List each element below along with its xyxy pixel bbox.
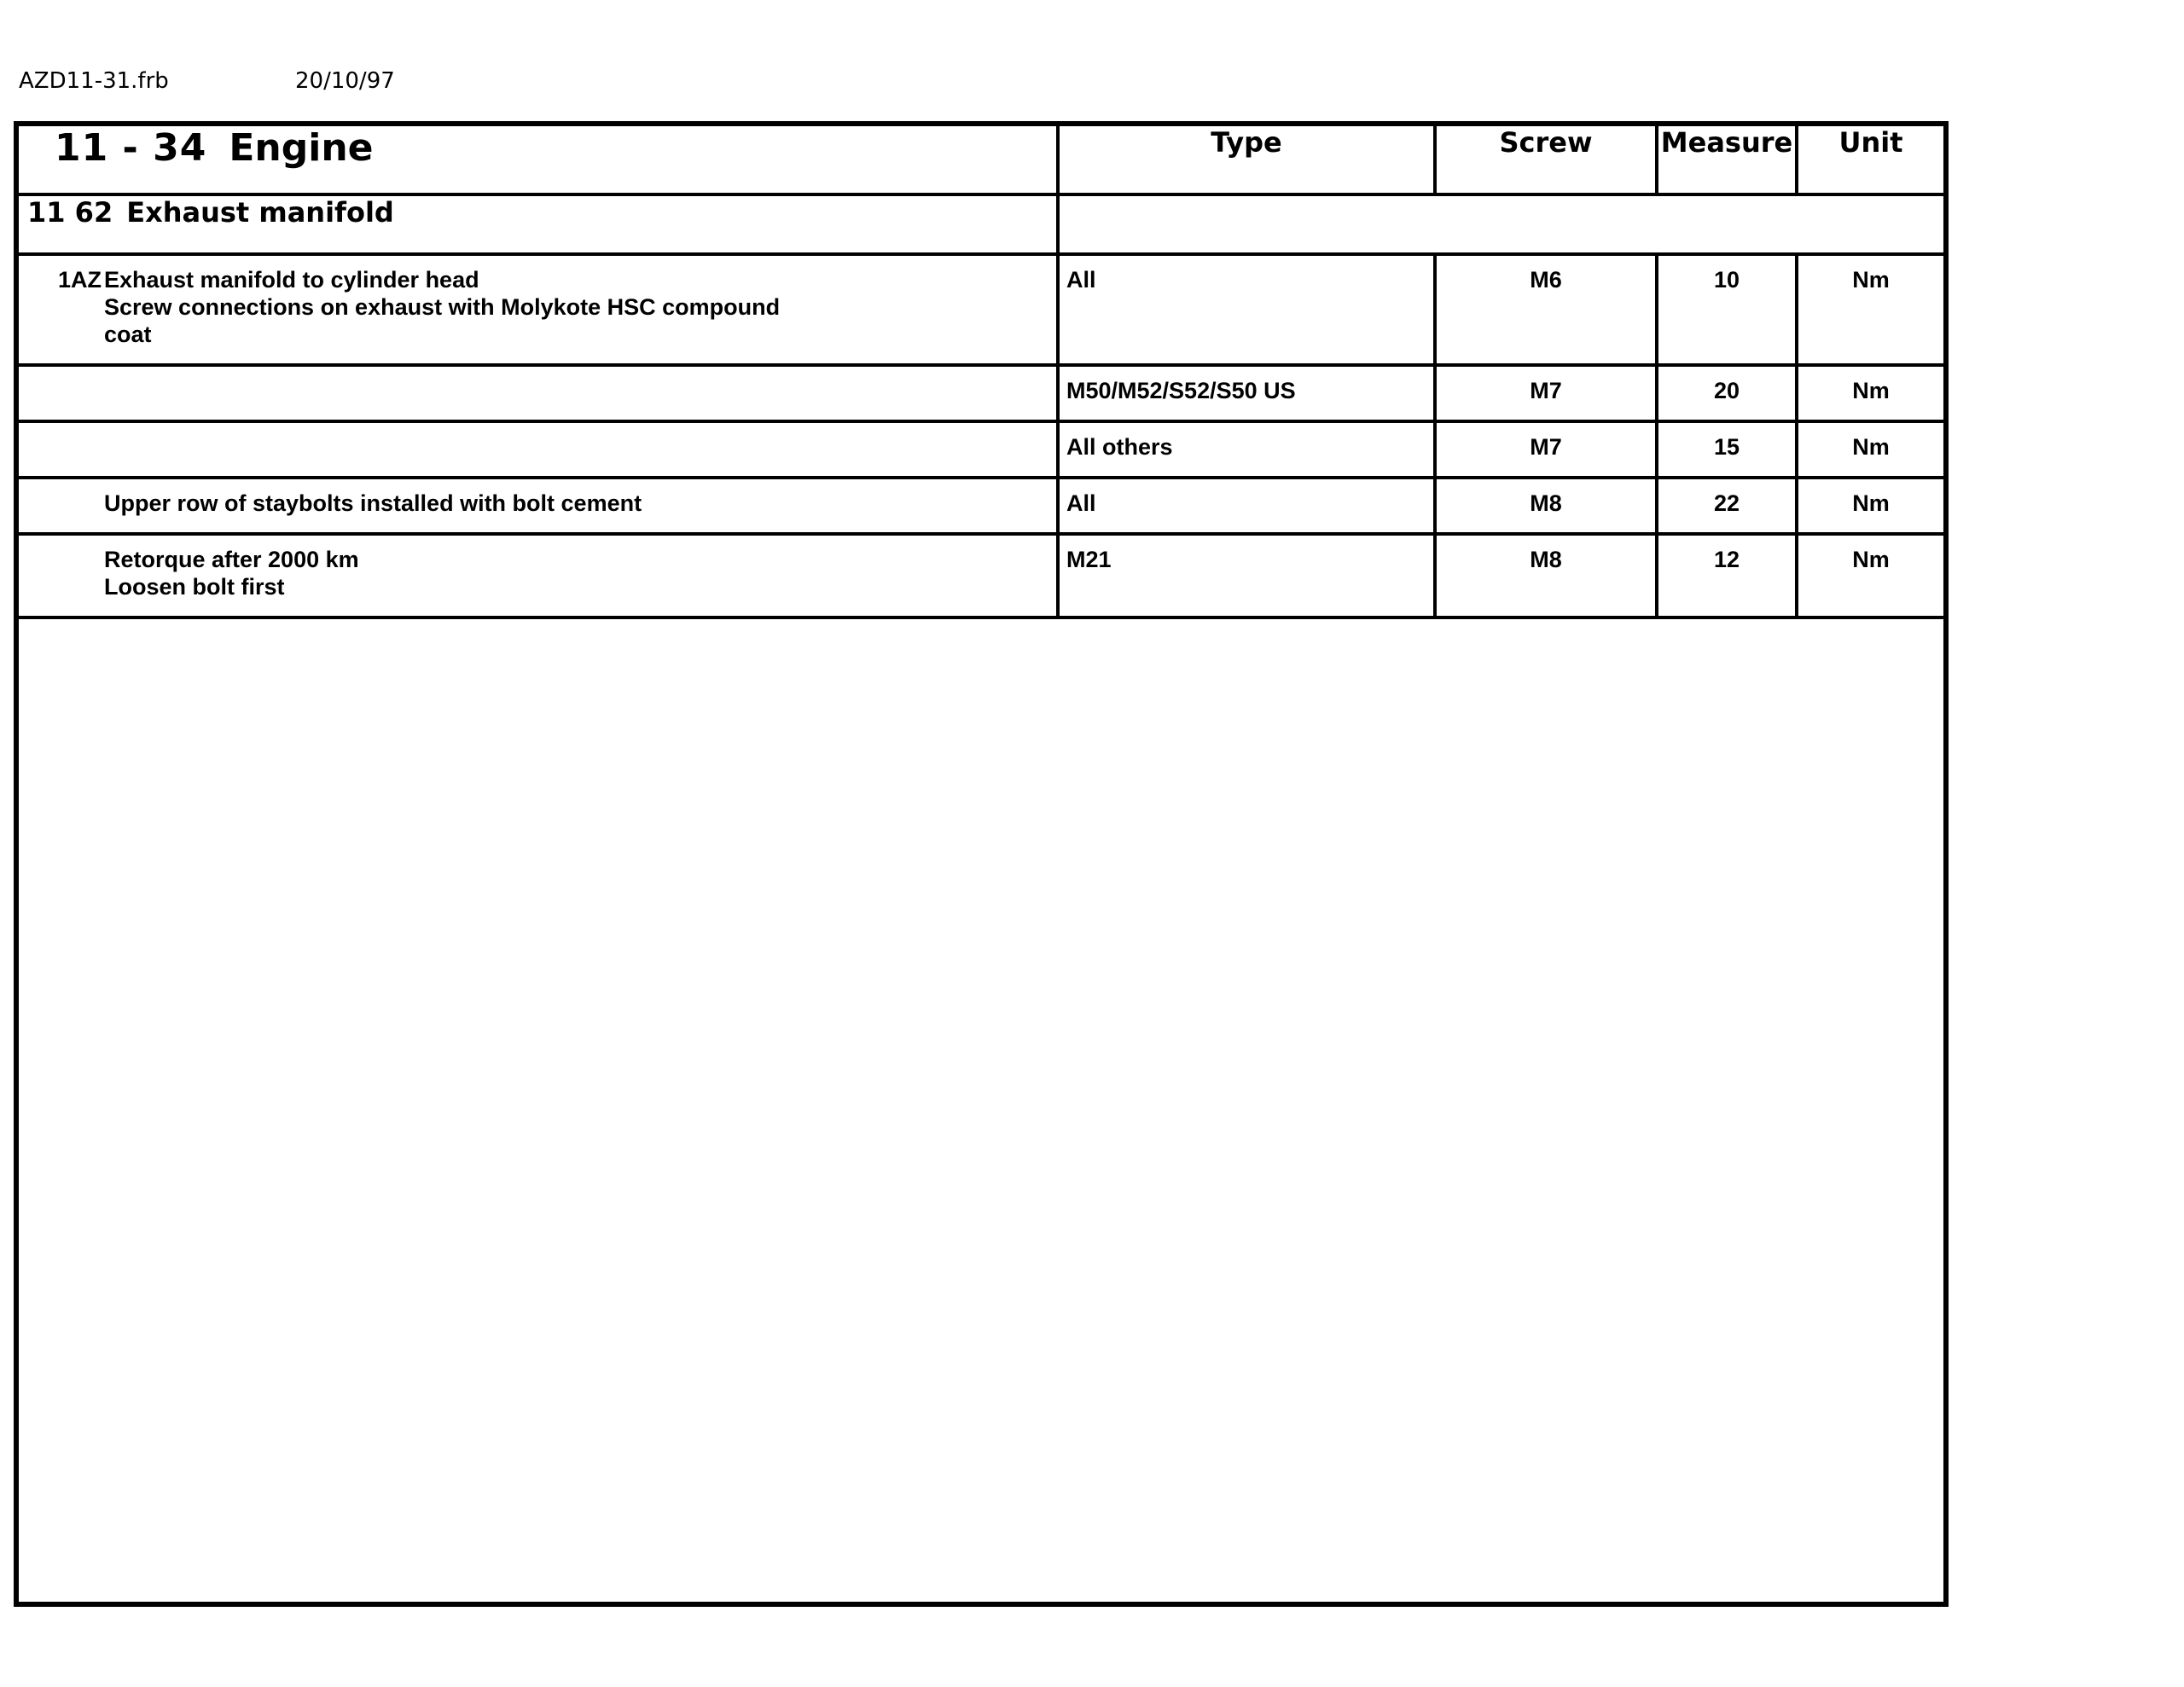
unit-cell: Nm [1797, 534, 1943, 617]
column-header-unit: Unit [1797, 126, 1943, 194]
description-line: Retorque after 2000 km [104, 547, 359, 572]
measure-cell: 20 [1657, 365, 1797, 421]
measure-cell: 15 [1657, 421, 1797, 478]
type-cell: M21 [1058, 534, 1435, 617]
table-row [19, 534, 1943, 617]
item-code [19, 546, 101, 600]
table-row [19, 421, 1943, 478]
spec-table-frame [14, 121, 1949, 1607]
section-blank-cell [1058, 194, 1943, 254]
table-row [19, 478, 1943, 534]
item-description [101, 546, 359, 600]
header-row [19, 126, 1943, 194]
page-title [19, 126, 1058, 194]
unit-cell: Nm [1797, 478, 1943, 534]
item-description [101, 266, 780, 348]
type-cell: All [1058, 254, 1435, 365]
type-cell: All [1058, 478, 1435, 534]
group-number: 11 - 34 [55, 126, 207, 170]
table-row [19, 254, 1943, 365]
section-name: Exhaust manifold [126, 196, 394, 229]
measure-cell: 12 [1657, 534, 1797, 617]
description-line: Exhaust manifold to cylinder head [104, 267, 479, 293]
item-description [101, 490, 642, 517]
type-cell: All others [1058, 421, 1435, 478]
section-row [19, 194, 1943, 254]
unit-cell: Nm [1797, 421, 1943, 478]
screw-cell: M8 [1435, 478, 1657, 534]
screw-cell: M8 [1435, 534, 1657, 617]
description-cell [19, 478, 1058, 534]
document-filename: AZD11-31.frb [19, 68, 169, 94]
unit-cell: Nm [1797, 365, 1943, 421]
group-title: Engine [229, 126, 374, 170]
item-code [19, 490, 101, 517]
torque-spec-table [19, 126, 1943, 619]
description-cell [19, 254, 1058, 365]
screw-cell: M7 [1435, 365, 1657, 421]
screw-cell: M7 [1435, 421, 1657, 478]
unit-cell: Nm [1797, 254, 1943, 365]
table-row [19, 365, 1943, 421]
column-header-type: Type [1058, 126, 1435, 194]
section-title [19, 194, 1058, 254]
column-header-measure: Measure [1657, 126, 1797, 194]
column-header-screw: Screw [1435, 126, 1657, 194]
description-cell [19, 365, 1058, 421]
section-code: 11 62 [27, 196, 113, 229]
description-line: coat [104, 322, 152, 347]
description-line: Loosen bolt first [104, 574, 285, 600]
type-cell: M50/M52/S52/S50 US [1058, 365, 1435, 421]
screw-cell: M6 [1435, 254, 1657, 365]
description-line: Screw connections on exhaust with Molykote HSC compound [104, 294, 781, 320]
item-code: 1AZ [58, 267, 102, 293]
measure-cell: 22 [1657, 478, 1797, 534]
measure-cell: 10 [1657, 254, 1797, 365]
document-date: 20/10/97 [295, 68, 395, 94]
description-line: Upper row of staybolts installed with bolt cement [104, 490, 642, 516]
description-cell [19, 534, 1058, 617]
description-cell [19, 421, 1058, 478]
